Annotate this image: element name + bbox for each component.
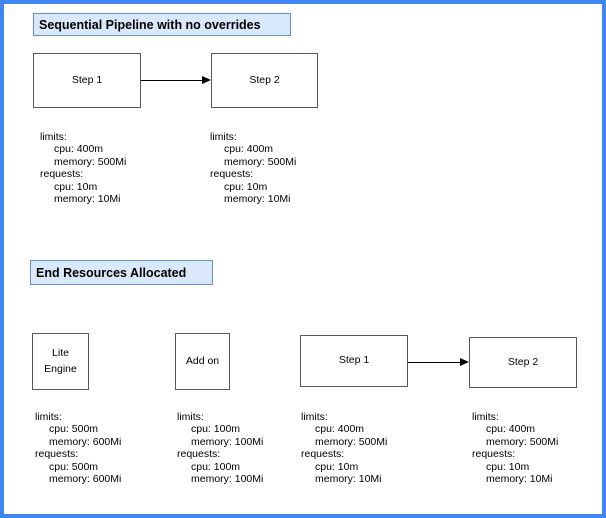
resource-line: limits: bbox=[301, 411, 328, 423]
resource-line: cpu: 400m bbox=[224, 143, 274, 156]
resource-line: requests: bbox=[472, 448, 516, 461]
resource-line: limits: bbox=[35, 411, 62, 423]
resource-line: requests: bbox=[35, 448, 79, 461]
resource-line: memory: 500Mi bbox=[54, 155, 127, 168]
flow-arrow-end-resources bbox=[408, 362, 460, 363]
resource-line: memory: 10Mi bbox=[315, 473, 382, 486]
resource-line: cpu: 10m bbox=[224, 180, 268, 193]
resource-block-pipeline-step-2 bbox=[210, 131, 296, 205]
resource-line: limits: bbox=[472, 411, 499, 423]
resource-line: cpu: 100m bbox=[191, 460, 241, 473]
resource-line: cpu: 100m bbox=[191, 423, 241, 436]
node-end-step-2: Step 2 bbox=[469, 337, 577, 388]
resource-line: cpu: 400m bbox=[315, 423, 365, 436]
arrowhead-icon bbox=[460, 358, 469, 366]
resource-line: requests: bbox=[210, 168, 254, 181]
arrowhead-icon bbox=[202, 76, 211, 84]
resource-block-pipeline-step-1 bbox=[40, 131, 126, 205]
resource-line: memory: 600Mi bbox=[49, 473, 122, 486]
resource-line: cpu: 500m bbox=[49, 423, 99, 436]
resource-line: memory: 10Mi bbox=[486, 473, 553, 486]
resource-line: limits: bbox=[40, 131, 67, 143]
resource-line: cpu: 400m bbox=[486, 423, 536, 436]
resource-line: memory: 100Mi bbox=[191, 473, 264, 486]
resource-line: requests: bbox=[177, 448, 221, 461]
resource-block-end-step-1 bbox=[301, 411, 387, 485]
resource-line: cpu: 500m bbox=[49, 460, 99, 473]
resource-line: requests: bbox=[40, 168, 84, 181]
resource-line: memory: 500Mi bbox=[315, 435, 388, 448]
resource-line: memory: 600Mi bbox=[49, 435, 122, 448]
resource-line: memory: 100Mi bbox=[191, 435, 264, 448]
resource-line: memory: 10Mi bbox=[54, 193, 121, 206]
node-end-step-1: Step 1 bbox=[300, 335, 408, 387]
resource-line: limits: bbox=[177, 411, 204, 423]
resource-line: memory: 10Mi bbox=[224, 193, 291, 206]
resource-line: requests: bbox=[301, 448, 345, 461]
resource-block-end-step-2 bbox=[472, 411, 558, 485]
resource-line: cpu: 400m bbox=[54, 143, 104, 156]
resource-line: limits: bbox=[210, 131, 237, 143]
resource-line: cpu: 10m bbox=[486, 460, 530, 473]
node-add-on: Add on bbox=[175, 333, 230, 390]
resource-block-add-on bbox=[177, 411, 263, 485]
flow-arrow-pipeline bbox=[141, 80, 202, 81]
node-lite-engine: Lite Engine bbox=[32, 333, 89, 390]
resource-line: memory: 500Mi bbox=[486, 435, 559, 448]
resource-line: cpu: 10m bbox=[315, 460, 359, 473]
resource-line: memory: 500Mi bbox=[224, 155, 297, 168]
resource-line: cpu: 10m bbox=[54, 180, 98, 193]
resource-block-lite-engine bbox=[35, 411, 121, 485]
node-pipeline-step-1: Step 1 bbox=[33, 53, 141, 108]
node-pipeline-step-2: Step 2 bbox=[211, 53, 318, 108]
section-title-end-resources: End Resources Allocated bbox=[30, 260, 213, 285]
section-title-pipeline: Sequential Pipeline with no overrides bbox=[33, 13, 291, 36]
